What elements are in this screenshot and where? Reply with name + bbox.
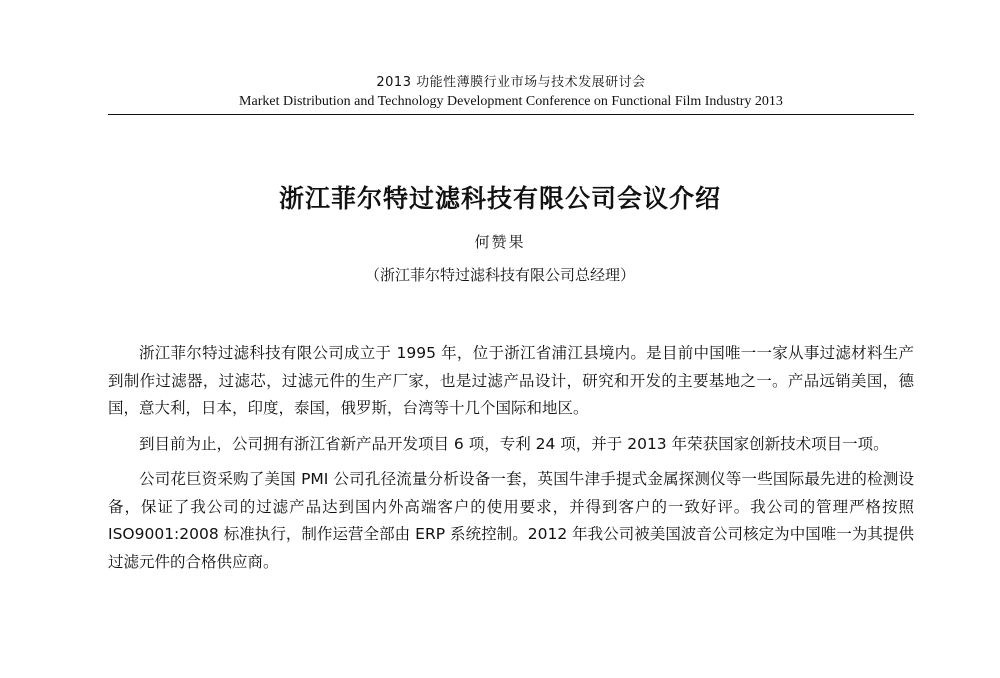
- article-title: 浙江菲尔特过滤科技有限公司会议介绍: [278, 184, 721, 213]
- running-header: [108, 75, 914, 110]
- article-author: 何赞果: [474, 233, 526, 251]
- body-paragraph: 到目前为止，公司拥有浙江省新产品开发项目 6 项，专利 24 项，并于 2013 年荣获国家创新技术项目一项。: [139, 434, 889, 453]
- article-body: [108, 340, 914, 584]
- author-affiliation: （浙江菲尔特过滤科技有限公司总经理）: [364, 266, 635, 284]
- header-title-cn: 2013 功能性薄膜行业市场与技术发展研讨会: [376, 75, 646, 90]
- header-title-en: Market Distribution and Technology Development Conference on Functional Film Industry 2013: [239, 94, 783, 109]
- body-paragraph: 公司花巨资采购了美国 PMI 公司孔径流量分析设备一套，英国牛津手提式金属探测仪等一些国际最先进的检测设备，保证了我公司的过滤产品达到国内外高端客户的使用要求，并得到客户的一致好评。我公司的管理严格按照 ISO9001:2008 标准执行，制作运营全部由 ERP 系统控制。2012 年我公司被美国波音公司核定为中国唯一为其提供过滤元件的合格供应商。: [108, 470, 914, 571]
- body-paragraph: 浙江菲尔特过滤科技有限公司成立于 1995 年，位于浙江省浦江县境内。是目前中国唯一一家从事过滤材料生产到制作过滤器，过滤芯，过滤元件的生产厂家，也是过滤产品设计，研究和开发的主要基地之一。产品远销美国，德国，意大利，日本，印度，泰国，俄罗斯，台湾等十几个国际和地区。: [108, 344, 914, 417]
- header-divider: [108, 114, 914, 115]
